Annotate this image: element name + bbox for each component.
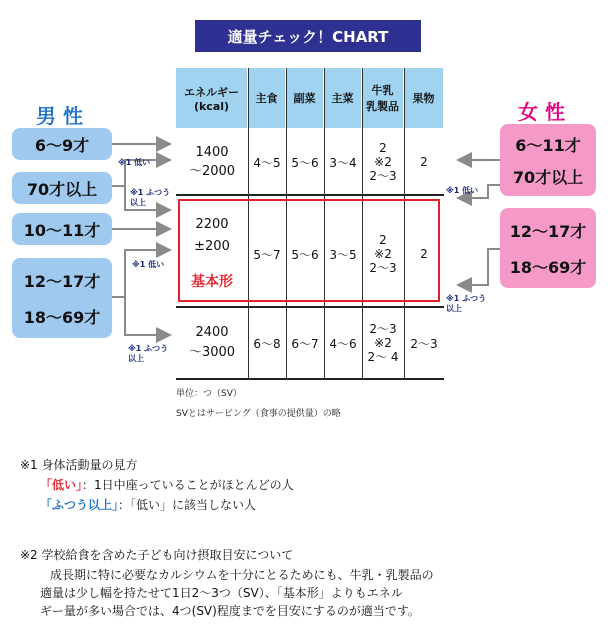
- female-box-18-69: 18～69才: [509, 257, 587, 277]
- note-male-normal-b: ※1 ふつう 以上: [128, 344, 169, 363]
- sv-note: SVとはサービング（食事の提供量）の略: [176, 409, 341, 419]
- footnote2-line3: ギー量が多い場合では、4つ(SV)程度までを目安にするのが適当です。: [40, 604, 420, 618]
- chart-title: 適量チェック！CHART: [195, 20, 421, 52]
- male-box-12-17: 12～17才: [23, 271, 101, 291]
- header-fruit: 果物: [404, 68, 444, 128]
- footnote2-line1: 成長期に特に必要なカルシウムを十分にとるためにも、牛乳・乳製品の: [50, 568, 434, 582]
- footnote2-line2: 適量は少し幅を持たせて1日2～3つ（SV）、「基本形」よりもエネル: [40, 586, 403, 600]
- row1-energy: 1400 ～2000: [188, 145, 236, 179]
- footnote2-title: ※2 学校給食を含めた子ども向け摂取目安について: [20, 548, 294, 562]
- row2-shusai: 3～5: [329, 247, 357, 262]
- row2-energy: 2200 ±200: [194, 217, 230, 254]
- row1-shusai: 3～4: [329, 155, 357, 170]
- row2-basic-tag: 基本形: [191, 274, 233, 290]
- male-label: 男 性: [36, 104, 83, 128]
- row2-shushoku: 5～7: [253, 247, 281, 262]
- footnote1-normal-text: ：「低い」に該当しない人: [118, 498, 257, 512]
- row2-fukusai: 5～6: [291, 247, 319, 262]
- row1-fruit: 2: [420, 155, 428, 169]
- row3-shusai: 4～6: [329, 336, 357, 351]
- footnote1-title: ※1 身体活動量の見方: [20, 458, 138, 472]
- row3-milk: 2～3 ※2 2～ 4: [367, 322, 399, 364]
- female-box-6-11: 6～11才: [515, 135, 581, 155]
- arrow-male-12-69-normal: [125, 297, 170, 335]
- footnote1-normal-label: 「ふつう以上」: [40, 498, 119, 512]
- female-box-70-plus: 70才以上: [512, 167, 584, 187]
- header-fukusai: 副菜: [286, 68, 324, 128]
- footnote1-low-label: 「低い」: [40, 478, 83, 492]
- row3-energy: 2400 ～3000: [188, 325, 236, 360]
- note-male-low-b: ※1 低い: [132, 260, 165, 269]
- header-shushoku: 主食: [248, 68, 286, 128]
- header-milk: 牛乳 乳製品: [362, 68, 404, 128]
- footnote1-low-text: ：1日中座っていることがほとんどの人: [82, 478, 294, 492]
- male-box-70-plus: 70才以上: [12, 172, 112, 204]
- row3-shushoku: 6～8: [253, 336, 281, 351]
- male-box-18-69: 18～69才: [23, 307, 101, 327]
- footnote1-normal-line: [40, 496, 256, 513]
- note-female-low: ※1 低い: [446, 186, 479, 195]
- arrow-female-12-69: [458, 249, 500, 285]
- female-box-12-17: 12～17才: [509, 221, 587, 241]
- arrow-male-12-69-low: [112, 250, 170, 297]
- row1-fukusai: 5～6: [291, 155, 319, 170]
- header-energy: エネルギー (kcal): [176, 68, 248, 128]
- row1-milk: 2 ※2 2～3: [369, 141, 397, 183]
- note-male-low-a: ※1 低い: [118, 158, 151, 167]
- unit-note: 単位：つ（SV）: [176, 389, 242, 399]
- row3-fruit: 2～3: [410, 336, 438, 351]
- note-male-normal-a: ※1 ふつう 以上: [130, 188, 171, 207]
- female-label: 女 性: [518, 100, 565, 124]
- male-box-6-9: 6～9才: [12, 128, 112, 160]
- footnote1-low-line: [40, 476, 294, 493]
- note-female-normal: ※1 ふつう 以上: [446, 294, 487, 313]
- row3-fukusai: 6～7: [291, 336, 319, 351]
- row2-fruit: 2: [420, 247, 428, 261]
- male-box-10-11: 10～11才: [12, 213, 112, 245]
- row2-milk: 2 ※2 2～3: [369, 233, 397, 275]
- row1-shushoku: 4～5: [253, 155, 281, 170]
- basic-form-highlight: [178, 199, 440, 302]
- header-shusai: 主菜: [324, 68, 362, 128]
